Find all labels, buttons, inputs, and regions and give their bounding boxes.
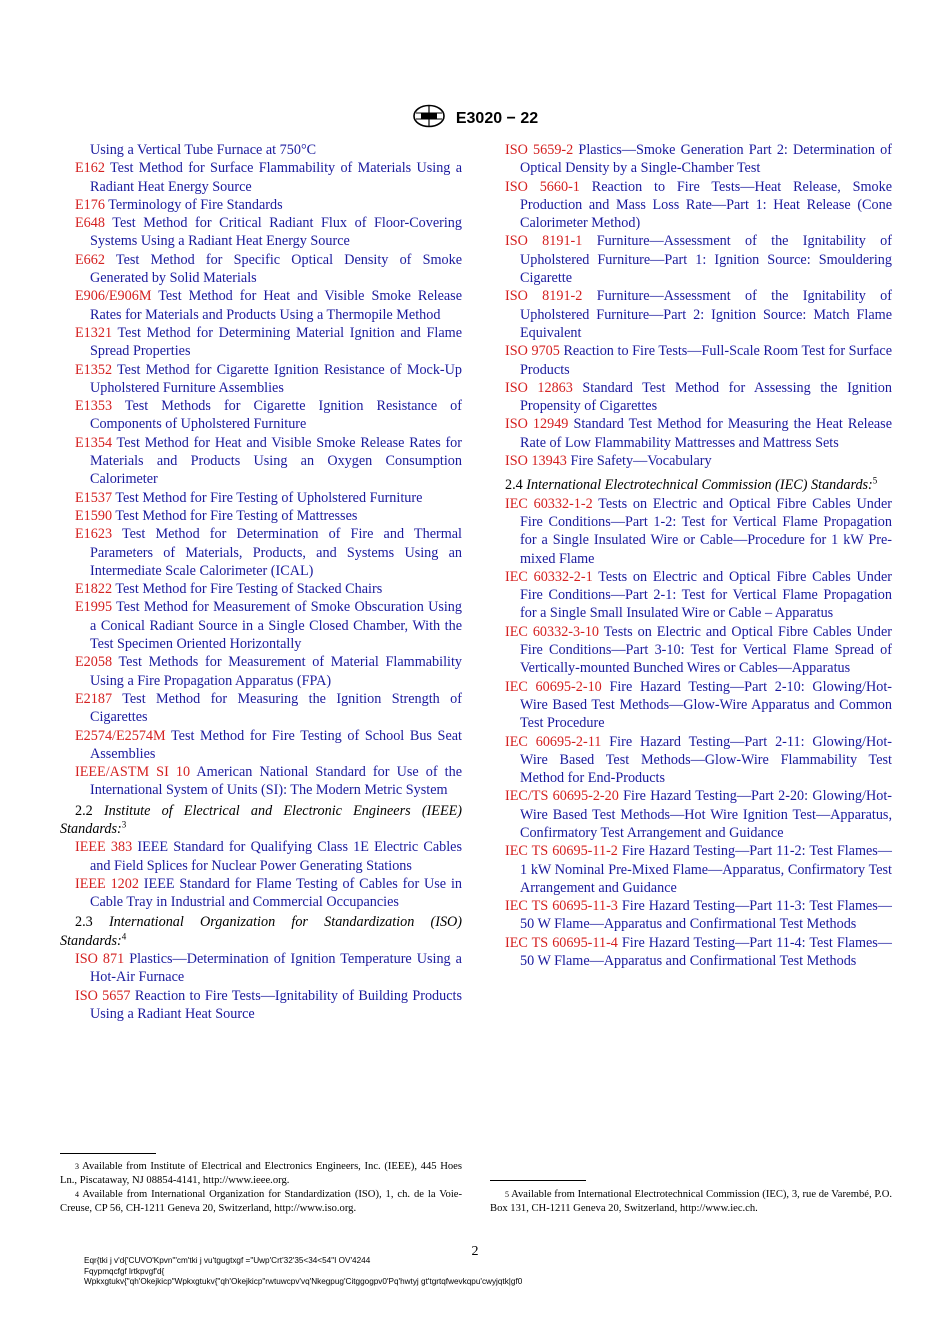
reference-entry	[60, 434, 462, 489]
reference-entry	[60, 763, 462, 800]
reference-entry	[490, 678, 892, 733]
page-header	[0, 104, 950, 133]
reference-code-link[interactable]: ISO 8191-1	[505, 233, 583, 250]
reference-entry	[60, 580, 462, 598]
footnote-marker[interactable]: 3	[121, 819, 127, 830]
reference-title-link[interactable]: Test Method for Specific Optical Density of Smoke Generated by Solid Materials	[90, 251, 462, 287]
right-column	[490, 141, 892, 970]
reference-code-link[interactable]: ISO 871	[75, 951, 125, 968]
reference-title-link[interactable]: Reaction to Fire Tests—Full-Scale Room Test for Surface Products	[520, 343, 892, 378]
reference-entry	[490, 178, 892, 233]
footnote-marker[interactable]: 4	[121, 931, 127, 942]
reference-title-link[interactable]: Fire Hazard Testing—Part 11-4: Test Flames—50 W Flame—Apparatus and Confirmational Test Methods	[520, 934, 892, 970]
reference-code-link[interactable]: E162	[75, 160, 105, 177]
reference-code-link[interactable]: E2187	[75, 690, 113, 707]
copyright-line-2: Fqypmqcfgf lrtkpvgf'd{	[84, 1266, 165, 1276]
reference-entry	[490, 568, 892, 623]
section-2-4	[490, 476, 892, 494]
iso-reference-list	[60, 950, 462, 1023]
reference-code-link[interactable]: ISO 5659-2	[505, 142, 574, 158]
reference-entry	[60, 287, 462, 324]
reference-entry	[60, 361, 462, 398]
copyright-line-3: Wpkxgtukv{"qh'Okejkicp"Wpkxgtukv{"qh'Okejkicp"rwtuwcpv'vq'Nkegpug'Citggogpv0'Pq'hwtyj gt'tgrtqfwevkqpu'cwyjqtk|gf0	[84, 1277, 523, 1286]
left-column	[60, 141, 462, 1023]
reference-title-link[interactable]: Fire Hazard Testing—Part 11-3: Test Flames—50 W Flame—Apparatus and Confirmational Test Methods	[520, 898, 892, 933]
reference-title-link[interactable]: Fire Safety—Vocabulary	[566, 453, 712, 470]
reference-title-link[interactable]: Terminology of Fire Standards	[104, 196, 283, 213]
reference-code-link[interactable]: ISO 8191-2	[505, 288, 583, 305]
section-number: 2.3	[75, 914, 109, 931]
reference-code-link[interactable]: IEC 60332-1-2	[505, 495, 593, 512]
reference-title-link[interactable]: Test Method for Determination of Fire and Thermal Parameters of Materials, Products, and Systems Using an Intermediate Scale Calorimeter (ICAL)	[90, 526, 462, 579]
standard-designation: E3020 − 22	[455, 109, 539, 127]
reference-title-link[interactable]: Fire Hazard Testing—Part 2-20: Glowing/Hot-Wire Based Test Methods—Hot Wire Ignition Test—Apparatus, Confirmatory Test Arrangement and Guidance	[520, 788, 892, 841]
iec-reference-list	[490, 495, 892, 971]
reference-code-link[interactable]: ISO 13943	[505, 453, 567, 470]
reference-entry	[60, 507, 462, 525]
reference-title-link[interactable]: Standard Test Method for Measuring the Heat Release Rate of Low Flammability Mattresses and Mattress Sets	[520, 416, 892, 451]
reference-title-link[interactable]: Test Method for Fire Testing of Upholstered Furniture	[112, 489, 423, 506]
reference-entry	[60, 489, 462, 507]
footnote-rule-left	[60, 1153, 156, 1154]
reference-code-link[interactable]: IEEE 383	[75, 839, 133, 856]
footnote-rule-right	[490, 1180, 586, 1181]
reference-code-link[interactable]: E1321	[75, 324, 113, 341]
reference-title-link[interactable]: Test Method for Cigarette Ignition Resistance of Mock-Up Upholstered Furniture Assemblies	[90, 361, 462, 396]
reference-entry	[60, 653, 462, 690]
reference-entry	[490, 733, 892, 788]
reference-code-link[interactable]: E1537	[75, 489, 113, 506]
reference-entry	[490, 141, 892, 178]
reference-title-link[interactable]: Fire Hazard Testing—Part 11-2: Test Flames—1 kW Nominal Pre-Mixed Flame—Apparatus, Confirmatory Test Arrangement and Guidance	[520, 843, 892, 896]
reference-title-link[interactable]: Tests on Electric and Optical Fibre Cables Under Fire Conditions—Part 2-1: Test for Vertical Flame Propagation for a Single Small Insulated Wire or Cable – Apparatus	[520, 568, 892, 622]
reference-code-link[interactable]: E2574/E2574M	[75, 727, 166, 744]
reference-code-link[interactable]: ISO 12863	[505, 379, 573, 396]
reference-title-link[interactable]: Test Method for Surface Flammability of Materials Using a Radiant Heat Energy Source	[90, 160, 462, 195]
reference-title-link[interactable]: American National Standard for Use of the International System of Units (SI): The Modern Metric System	[90, 764, 462, 799]
reference-code-link[interactable]: IEC TS 60695-11-4	[505, 934, 618, 951]
reference-code-link[interactable]: E2058	[75, 654, 113, 671]
reference-entry	[60, 214, 462, 251]
section-title: Institute of Electrical and Electronic Engineers (IEEE) Standards:	[60, 802, 462, 837]
reference-code-link[interactable]: E1354	[75, 434, 113, 451]
reference-entry	[60, 397, 462, 434]
reference-title-link[interactable]: Test Method for Critical Radiant Flux of Floor-Covering Systems Using a Radiant Heat Energy Source	[90, 215, 462, 250]
reference-title-link[interactable]: Test Method for Heat and Visible Smoke Release Rates for Materials and Products Using a Thermopile Method	[90, 288, 462, 323]
reference-code-link[interactable]: ISO 5660-1	[505, 178, 580, 195]
reference-code-link[interactable]: IEC TS 60695-11-2	[505, 843, 618, 860]
astm-reference-list	[60, 159, 462, 799]
reference-title-link[interactable]: Test Methods for Cigarette Ignition Resistance of Components of Upholstered Furniture	[90, 398, 462, 433]
reference-code-link[interactable]: ISO 12949	[505, 416, 569, 433]
reference-code-link[interactable]: E1353	[75, 398, 113, 415]
reference-title-link[interactable]: Fire Hazard Testing—Part 2-10: Glowing/Hot-Wire Based Test Methods—Glow-Wire Apparatus and Common Test Procedure	[520, 678, 892, 732]
reference-entry	[60, 525, 462, 580]
reference-code-link[interactable]: IEC 60695-2-11	[505, 733, 602, 750]
reference-entry	[490, 287, 892, 342]
reference-title-link[interactable]: Tests on Electric and Optical Fibre Cables Under Fire Conditions—Part 3-10: Test for Vertical Flame Spread of Vertically-mounted Bunched Wires or Cables—Apparatus	[520, 623, 892, 677]
reference-code-link[interactable]: IEC 60695-2-10	[505, 678, 602, 695]
reference-entry	[490, 934, 892, 971]
reference-title-link[interactable]: Test Method for Heat and Visible Smoke Release Rates for Materials and Products Using an Oxygen Consumption Calorimeter	[90, 434, 462, 488]
reference-entry	[490, 415, 892, 452]
reference-title-link[interactable]: Standard Test Method for Assessing the Ignition Propensity of Cigarettes	[520, 379, 892, 415]
reference-entry	[490, 342, 892, 379]
reference-entry	[490, 897, 892, 934]
footnote-4-text: Available from International Organization for Standardization (ISO), 1, ch. de la Voie-Creuse, CP 56, CH-1211 Geneva 20, Switzerland, http://www.iso.org.	[60, 1189, 462, 1214]
reference-entry	[490, 495, 892, 568]
reference-entry	[60, 324, 462, 361]
section-number: 2.2	[75, 802, 104, 819]
continued-reference: Using a Vertical Tube Furnace at 750°C	[90, 142, 317, 158]
ieee-reference-list	[60, 838, 462, 911]
reference-code-link[interactable]: ISO 5657	[75, 987, 131, 1004]
reference-title-link[interactable]: Reaction to Fire Tests—Ignitability of Building Products Using a Radiant Heat Source	[90, 987, 462, 1022]
section-number: 2.4	[505, 477, 527, 494]
section-2-3	[60, 913, 462, 950]
reference-entry	[60, 251, 462, 288]
reference-title-link[interactable]: Fire Hazard Testing—Part 2-11: Glowing/Hot-Wire Based Test Methods—Glow-Wire Flammability Test Method for End-Products	[520, 733, 892, 787]
reference-entry	[60, 727, 462, 764]
reference-code-link[interactable]: E176	[75, 196, 105, 213]
reference-title-link[interactable]: Tests on Electric and Optical Fibre Cables Under Fire Conditions—Part 1-2: Test for Vertical Flame Propagation for a Single Insulated Wire or Cable—Procedure for 1 kW Pre-mixed Flame	[520, 495, 892, 567]
reference-title-link[interactable]: Test Methods for Measurement of Material Flammability Using a Fire Propagation Apparatus (FPA)	[90, 654, 462, 689]
reference-entry	[60, 159, 462, 196]
section-2-2	[60, 802, 462, 839]
reference-title-link[interactable]: Test Method for Fire Testing of Stacked Chairs	[112, 581, 383, 598]
reference-entry	[490, 623, 892, 678]
reference-title-link[interactable]: Test Method for Measuring the Ignition Strength of Cigarettes	[90, 690, 462, 726]
reference-title-link[interactable]: Furniture—Assessment of the Ignitability of Upholstered Furniture—Part 2: Ignition Source: Match Flame Equivalent	[520, 288, 892, 341]
footnote-marker[interactable]: 5	[872, 475, 878, 486]
reference-code-link[interactable]: IEC 60332-3-10	[505, 623, 600, 640]
reference-entry	[490, 787, 892, 842]
copyright-line-1: Eqr{tki j v'd{'CUVO'Kpvn'"cm'tki j vu'tgugtxgf ="Uwp'Crt'32'35<34<54"I OV'4244	[84, 1256, 371, 1265]
reference-code-link[interactable]: IEEE 1202	[75, 875, 139, 892]
reference-entry	[60, 196, 462, 214]
reference-code-link[interactable]: E1623	[75, 526, 113, 543]
footnote-3-text: Available from Institute of Electrical and Electronics Engineers, Inc. (IEEE), 445 Hoes Ln., Piscataway, NJ 08854-4141, http://www.ieee.org.	[60, 1161, 462, 1186]
reference-entry	[60, 987, 462, 1024]
reference-code-link[interactable]: IEC TS 60695-11-3	[505, 898, 618, 915]
reference-code-link[interactable]: IEC/TS 60695-2-20	[505, 788, 619, 805]
copyright-notice	[84, 1256, 522, 1288]
footnote-5	[490, 1188, 892, 1216]
reference-title-link[interactable]: Furniture—Assessment of the Ignitability of Upholstered Furniture—Part 1: Ignition Source: Smouldering Cigarette	[520, 233, 892, 287]
footnote-4	[60, 1188, 462, 1216]
reference-title-link[interactable]: IEEE Standard for Qualifying Class 1E Electric Cables and Field Splices for Nuclear Power Generating Stations	[90, 839, 462, 874]
reference-code-link[interactable]: ISO 9705	[505, 343, 560, 360]
reference-code-link[interactable]: E1822	[75, 581, 113, 598]
reference-code-link[interactable]: E906/E906M	[75, 288, 152, 305]
reference-entry	[490, 452, 892, 470]
reference-code-link[interactable]: E662	[75, 251, 105, 268]
footnote-3	[60, 1160, 462, 1188]
reference-title-link[interactable]: Plastics—Smoke Generation Part 2: Determination of Optical Density by a Single-Chamber Test	[520, 142, 892, 177]
footnote-4-number: 4	[75, 1190, 79, 1199]
reference-entry	[490, 379, 892, 416]
reference-code-link[interactable]: IEEE/ASTM SI 10	[75, 764, 191, 781]
iso-reference-list-continued	[490, 141, 892, 470]
reference-code-link[interactable]: E1352	[75, 361, 113, 378]
reference-entry	[60, 838, 462, 875]
reference-code-link[interactable]: E1995	[75, 599, 113, 616]
reference-entry	[60, 950, 462, 987]
footnote-3-number: 3	[75, 1162, 79, 1171]
page-number: 2	[471, 1244, 479, 1259]
reference-code-link[interactable]: E1590	[75, 507, 113, 524]
reference-entry	[60, 598, 462, 653]
reference-entry	[60, 690, 462, 727]
section-title: International Organization for Standardization (ISO) Standards:	[60, 914, 463, 949]
reference-entry	[490, 842, 892, 897]
reference-title-link[interactable]: Test Method for Fire Testing of School Bus Seat Assemblies	[90, 727, 462, 762]
footnote-5-number: 5	[505, 1190, 509, 1199]
section-title: International Electrotechnical Commission (IEC) Standards:	[526, 477, 873, 494]
reference-title-link[interactable]: Test Method for Determining Material Ignition and Flame Spread Properties	[90, 324, 462, 360]
reference-title-link[interactable]: Reaction to Fire Tests—Heat Release, Smoke Production and Mass Loss Rate—Part 1: Heat Release (Cone Calorimeter Method)	[520, 178, 892, 232]
astm-logo-icon	[412, 104, 446, 133]
reference-title-link[interactable]: Plastics—Determination of Ignition Temperature Using a Hot-Air Furnace	[90, 951, 462, 986]
reference-entry	[60, 875, 462, 912]
reference-title-link[interactable]: IEEE Standard for Flame Testing of Cables for Use in Cable Tray in Industrial and Commercial Occupancies	[90, 875, 462, 911]
reference-code-link[interactable]: IEC 60332-2-1	[505, 568, 593, 585]
reference-code-link[interactable]: E648	[75, 215, 105, 232]
reference-entry	[490, 232, 892, 287]
reference-title-link[interactable]: Test Method for Measurement of Smoke Obscuration Using a Conical Radiant Source in a Single Closed Chamber, With the Test Specimen Oriented Horizontally	[90, 599, 462, 653]
footnote-5-text: Available from International Electrotechnical Commission (IEC), 3, rue de Varembé, P.O. Box 131, CH-1211 Geneva 20, Switzerland, http://www.iec.ch.	[490, 1189, 892, 1214]
reference-title-link[interactable]: Test Method for Fire Testing of Mattresses	[112, 507, 358, 524]
